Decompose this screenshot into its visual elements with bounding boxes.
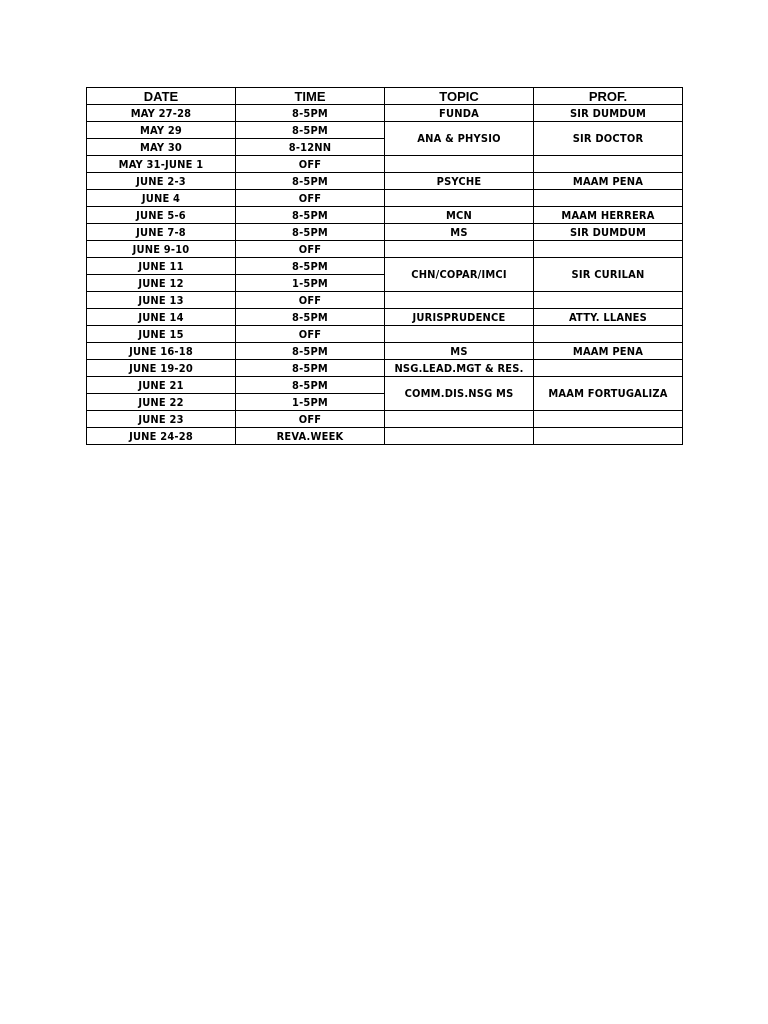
prof-cell [534,190,683,207]
date-cell: JUNE 21 [87,377,236,394]
topic-cell: NSG.LEAD.MGT & RES. [385,360,534,377]
time-cell: 8-5PM [236,105,385,122]
date-cell: MAY 31-JUNE 1 [87,156,236,173]
date-cell: JUNE 2-3 [87,173,236,190]
topic-cell: ANA & PHYSIO [385,122,534,156]
time-cell: REVA.WEEK [236,428,385,445]
time-cell: 8-5PM [236,207,385,224]
table-row [87,122,683,139]
date-cell: JUNE 23 [87,411,236,428]
topic-cell: MCN [385,207,534,224]
time-cell: OFF [236,156,385,173]
date-cell: JUNE 9-10 [87,241,236,258]
time-cell: OFF [236,190,385,207]
prof-cell: MAAM PENA [534,343,683,360]
topic-cell: COMM.DIS.NSG MS [385,377,534,411]
prof-cell: SIR CURILAN [534,258,683,292]
date-cell: JUNE 12 [87,275,236,292]
date-cell: JUNE 5-6 [87,207,236,224]
time-cell: 8-5PM [236,377,385,394]
time-cell: 8-5PM [236,173,385,190]
time-cell: 8-12NN [236,139,385,156]
date-cell: JUNE 14 [87,309,236,326]
time-cell: 8-5PM [236,258,385,275]
time-cell: 8-5PM [236,360,385,377]
header-topic: TOPIC [385,88,534,105]
prof-cell: SIR DOCTOR [534,122,683,156]
table-row [87,377,683,394]
prof-cell: MAAM FORTUGALIZA [534,377,683,411]
table-row [87,173,683,190]
date-cell: MAY 30 [87,139,236,156]
schedule-table [86,87,683,445]
date-cell: JUNE 19-20 [87,360,236,377]
prof-cell [534,360,683,377]
table-row [87,292,683,309]
date-cell: JUNE 24-28 [87,428,236,445]
topic-cell: MS [385,224,534,241]
table-row [87,343,683,360]
date-cell: JUNE 22 [87,394,236,411]
table-row [87,326,683,343]
topic-cell [385,190,534,207]
topic-cell [385,428,534,445]
table-row [87,258,683,275]
table-row [87,411,683,428]
time-cell: OFF [236,241,385,258]
time-cell: OFF [236,411,385,428]
topic-cell [385,241,534,258]
topic-cell [385,156,534,173]
date-cell: JUNE 4 [87,190,236,207]
prof-cell: SIR DUMDUM [534,105,683,122]
topic-cell [385,411,534,428]
date-cell: JUNE 7-8 [87,224,236,241]
table-row [87,105,683,122]
date-cell: MAY 29 [87,122,236,139]
prof-cell [534,241,683,258]
prof-cell [534,156,683,173]
header-time: TIME [236,88,385,105]
date-cell: MAY 27-28 [87,105,236,122]
table-row [87,241,683,258]
prof-cell: MAAM HERRERA [534,207,683,224]
time-cell: OFF [236,326,385,343]
table-row [87,309,683,326]
table-row [87,428,683,445]
prof-cell [534,411,683,428]
date-cell: JUNE 13 [87,292,236,309]
topic-cell: FUNDA [385,105,534,122]
topic-cell [385,292,534,309]
table-row [87,207,683,224]
prof-cell [534,428,683,445]
date-cell: JUNE 15 [87,326,236,343]
prof-cell: SIR DUMDUM [534,224,683,241]
table-row [87,224,683,241]
time-cell: 1-5PM [236,394,385,411]
table-row [87,360,683,377]
time-cell: 8-5PM [236,309,385,326]
prof-cell [534,292,683,309]
topic-cell: JURISPRUDENCE [385,309,534,326]
prof-cell [534,326,683,343]
topic-cell: MS [385,343,534,360]
table-row [87,190,683,207]
date-cell: JUNE 16-18 [87,343,236,360]
topic-cell: PSYCHE [385,173,534,190]
topic-cell [385,326,534,343]
header-prof: PROF. [534,88,683,105]
header-row [87,88,683,105]
time-cell: 8-5PM [236,122,385,139]
date-cell: JUNE 11 [87,258,236,275]
time-cell: 1-5PM [236,275,385,292]
header-date: DATE [87,88,236,105]
table-row [87,156,683,173]
time-cell: OFF [236,292,385,309]
time-cell: 8-5PM [236,343,385,360]
topic-cell: CHN/COPAR/IMCI [385,258,534,292]
prof-cell: MAAM PENA [534,173,683,190]
prof-cell: ATTY. LLANES [534,309,683,326]
time-cell: 8-5PM [236,224,385,241]
